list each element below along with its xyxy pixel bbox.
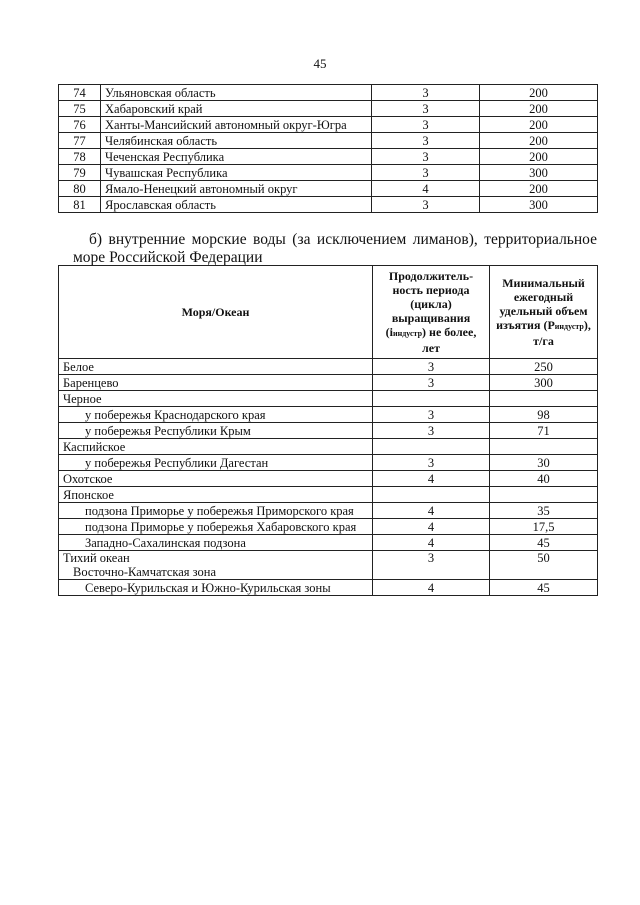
period-value: 3 — [373, 423, 490, 439]
table-row — [59, 149, 598, 165]
region-name: Ульяновская область — [101, 85, 372, 101]
sea-name: Черное — [59, 391, 373, 407]
page-number: 45 — [313, 56, 327, 71]
period-value — [373, 439, 490, 455]
region-name: Ямало-Ненецкий автономный округ — [101, 181, 372, 197]
table-row — [59, 455, 598, 471]
region-name: Ярославская область — [101, 197, 372, 213]
sea-name: Охотское — [59, 471, 373, 487]
header-volume-pre: Минимальный ежегодный удельный объем изъятия (P — [496, 276, 588, 332]
volume-value: 250 — [490, 359, 598, 375]
volume-value: 200 — [480, 133, 598, 149]
row-number: 78 — [59, 149, 101, 165]
period-value: 4 — [373, 580, 490, 596]
volume-value: 30 — [490, 455, 598, 471]
row-number: 75 — [59, 101, 101, 117]
volume-value: 300 — [480, 165, 598, 181]
volume-value: 300 — [490, 375, 598, 391]
header-period-post: ) не более, лет — [422, 325, 477, 355]
header-volume-post: ), т/га — [533, 318, 591, 348]
volume-value: 40 — [490, 471, 598, 487]
volume-value: 200 — [480, 181, 598, 197]
volume-value: 45 — [490, 580, 598, 596]
period-value: 3 — [373, 407, 490, 423]
row-number: 74 — [59, 85, 101, 101]
period-value: 3 — [373, 375, 490, 391]
table-row — [59, 85, 598, 101]
table-row — [59, 359, 598, 375]
sea-name: Белое — [59, 359, 373, 375]
sea-subzone: подзона Приморье у побережья Приморского края — [59, 503, 373, 519]
volume-value: 200 — [480, 117, 598, 133]
region-name: Чувашская Республика — [101, 165, 372, 181]
table-row — [59, 551, 598, 580]
header-period-pre: Продолжитель-ность периода (цикла) выращивания (i — [385, 269, 474, 339]
sea-name: Тихий океан — [63, 551, 130, 565]
header-sea: Моря/Океан — [59, 266, 373, 359]
period-value: 3 — [372, 133, 480, 149]
header-period — [373, 266, 490, 359]
table-row — [59, 133, 598, 149]
volume-value: 300 — [480, 197, 598, 213]
period-value: 3 — [372, 101, 480, 117]
volume-value: 98 — [490, 407, 598, 423]
header-volume-sub: индустр — [554, 322, 584, 331]
row-number: 80 — [59, 181, 101, 197]
header-period-sub: индустр — [392, 329, 423, 338]
period-value — [373, 487, 490, 503]
table-row — [59, 535, 598, 551]
period-value — [373, 391, 490, 407]
period-value: 3 — [372, 197, 480, 213]
region-name: Челябинская область — [101, 133, 372, 149]
sea-name: Японское — [59, 487, 373, 503]
seas-table — [58, 265, 598, 596]
period-value: 3 — [372, 165, 480, 181]
region-name: Чеченская Республика — [101, 149, 372, 165]
volume-value: 50 — [490, 551, 598, 580]
row-number: 81 — [59, 197, 101, 213]
table-row — [59, 181, 598, 197]
volume-value: 200 — [480, 85, 598, 101]
sea-subzone: Северо-Курильская и Южно-Курильская зоны — [59, 580, 373, 596]
table-row — [59, 165, 598, 181]
row-number: 79 — [59, 165, 101, 181]
period-value: 3 — [372, 117, 480, 133]
sea-name-cell — [59, 551, 373, 580]
table-row — [59, 439, 598, 455]
sea-name: Каспийское — [59, 439, 373, 455]
volume-value — [490, 487, 598, 503]
table-row — [59, 391, 598, 407]
regions-table — [58, 84, 598, 213]
row-number: 77 — [59, 133, 101, 149]
table-row — [59, 471, 598, 487]
table-row — [59, 117, 598, 133]
volume-value: 200 — [480, 101, 598, 117]
table-row — [59, 423, 598, 439]
table-row — [59, 197, 598, 213]
sea-subzone: подзона Приморье у побережья Хабаровского края — [59, 519, 373, 535]
volume-value: 71 — [490, 423, 598, 439]
row-number: 76 — [59, 117, 101, 133]
sea-name: Баренцево — [59, 375, 373, 391]
table-row — [59, 580, 598, 596]
period-value: 4 — [373, 535, 490, 551]
table-row — [59, 101, 598, 117]
sea-subzone: у побережья Республики Дагестан — [59, 455, 373, 471]
sea-subzone: Западно-Сахалинская подзона — [59, 535, 373, 551]
volume-value: 200 — [480, 149, 598, 165]
volume-value — [490, 439, 598, 455]
volume-value: 35 — [490, 503, 598, 519]
header-volume — [490, 266, 598, 359]
period-value: 3 — [372, 85, 480, 101]
region-name: Хабаровский край — [101, 101, 372, 117]
table-row — [59, 407, 598, 423]
sea-subzone: у побережья Краснодарского края — [59, 407, 373, 423]
period-value: 4 — [373, 519, 490, 535]
period-value: 3 — [372, 149, 480, 165]
period-value: 3 — [373, 455, 490, 471]
region-name: Ханты-Мансийский автономный округ-Югра — [101, 117, 372, 133]
period-value: 3 — [373, 551, 490, 580]
period-value: 3 — [373, 359, 490, 375]
period-value: 4 — [373, 503, 490, 519]
period-value: 4 — [372, 181, 480, 197]
period-value: 4 — [373, 471, 490, 487]
volume-value — [490, 391, 598, 407]
table-header-row — [59, 266, 598, 359]
volume-value: 17,5 — [490, 519, 598, 535]
sea-subzone: Восточно-Камчатская зона — [73, 565, 217, 579]
volume-value: 45 — [490, 535, 598, 551]
table-row — [59, 375, 598, 391]
table-row — [59, 503, 598, 519]
section-heading: б) внутренние морские воды (за исключением лиманов), территориальное море Российской Федерации — [73, 231, 597, 266]
sea-subzone: у побережья Республики Крым — [59, 423, 373, 439]
table-row — [59, 487, 598, 503]
table-row — [59, 519, 598, 535]
